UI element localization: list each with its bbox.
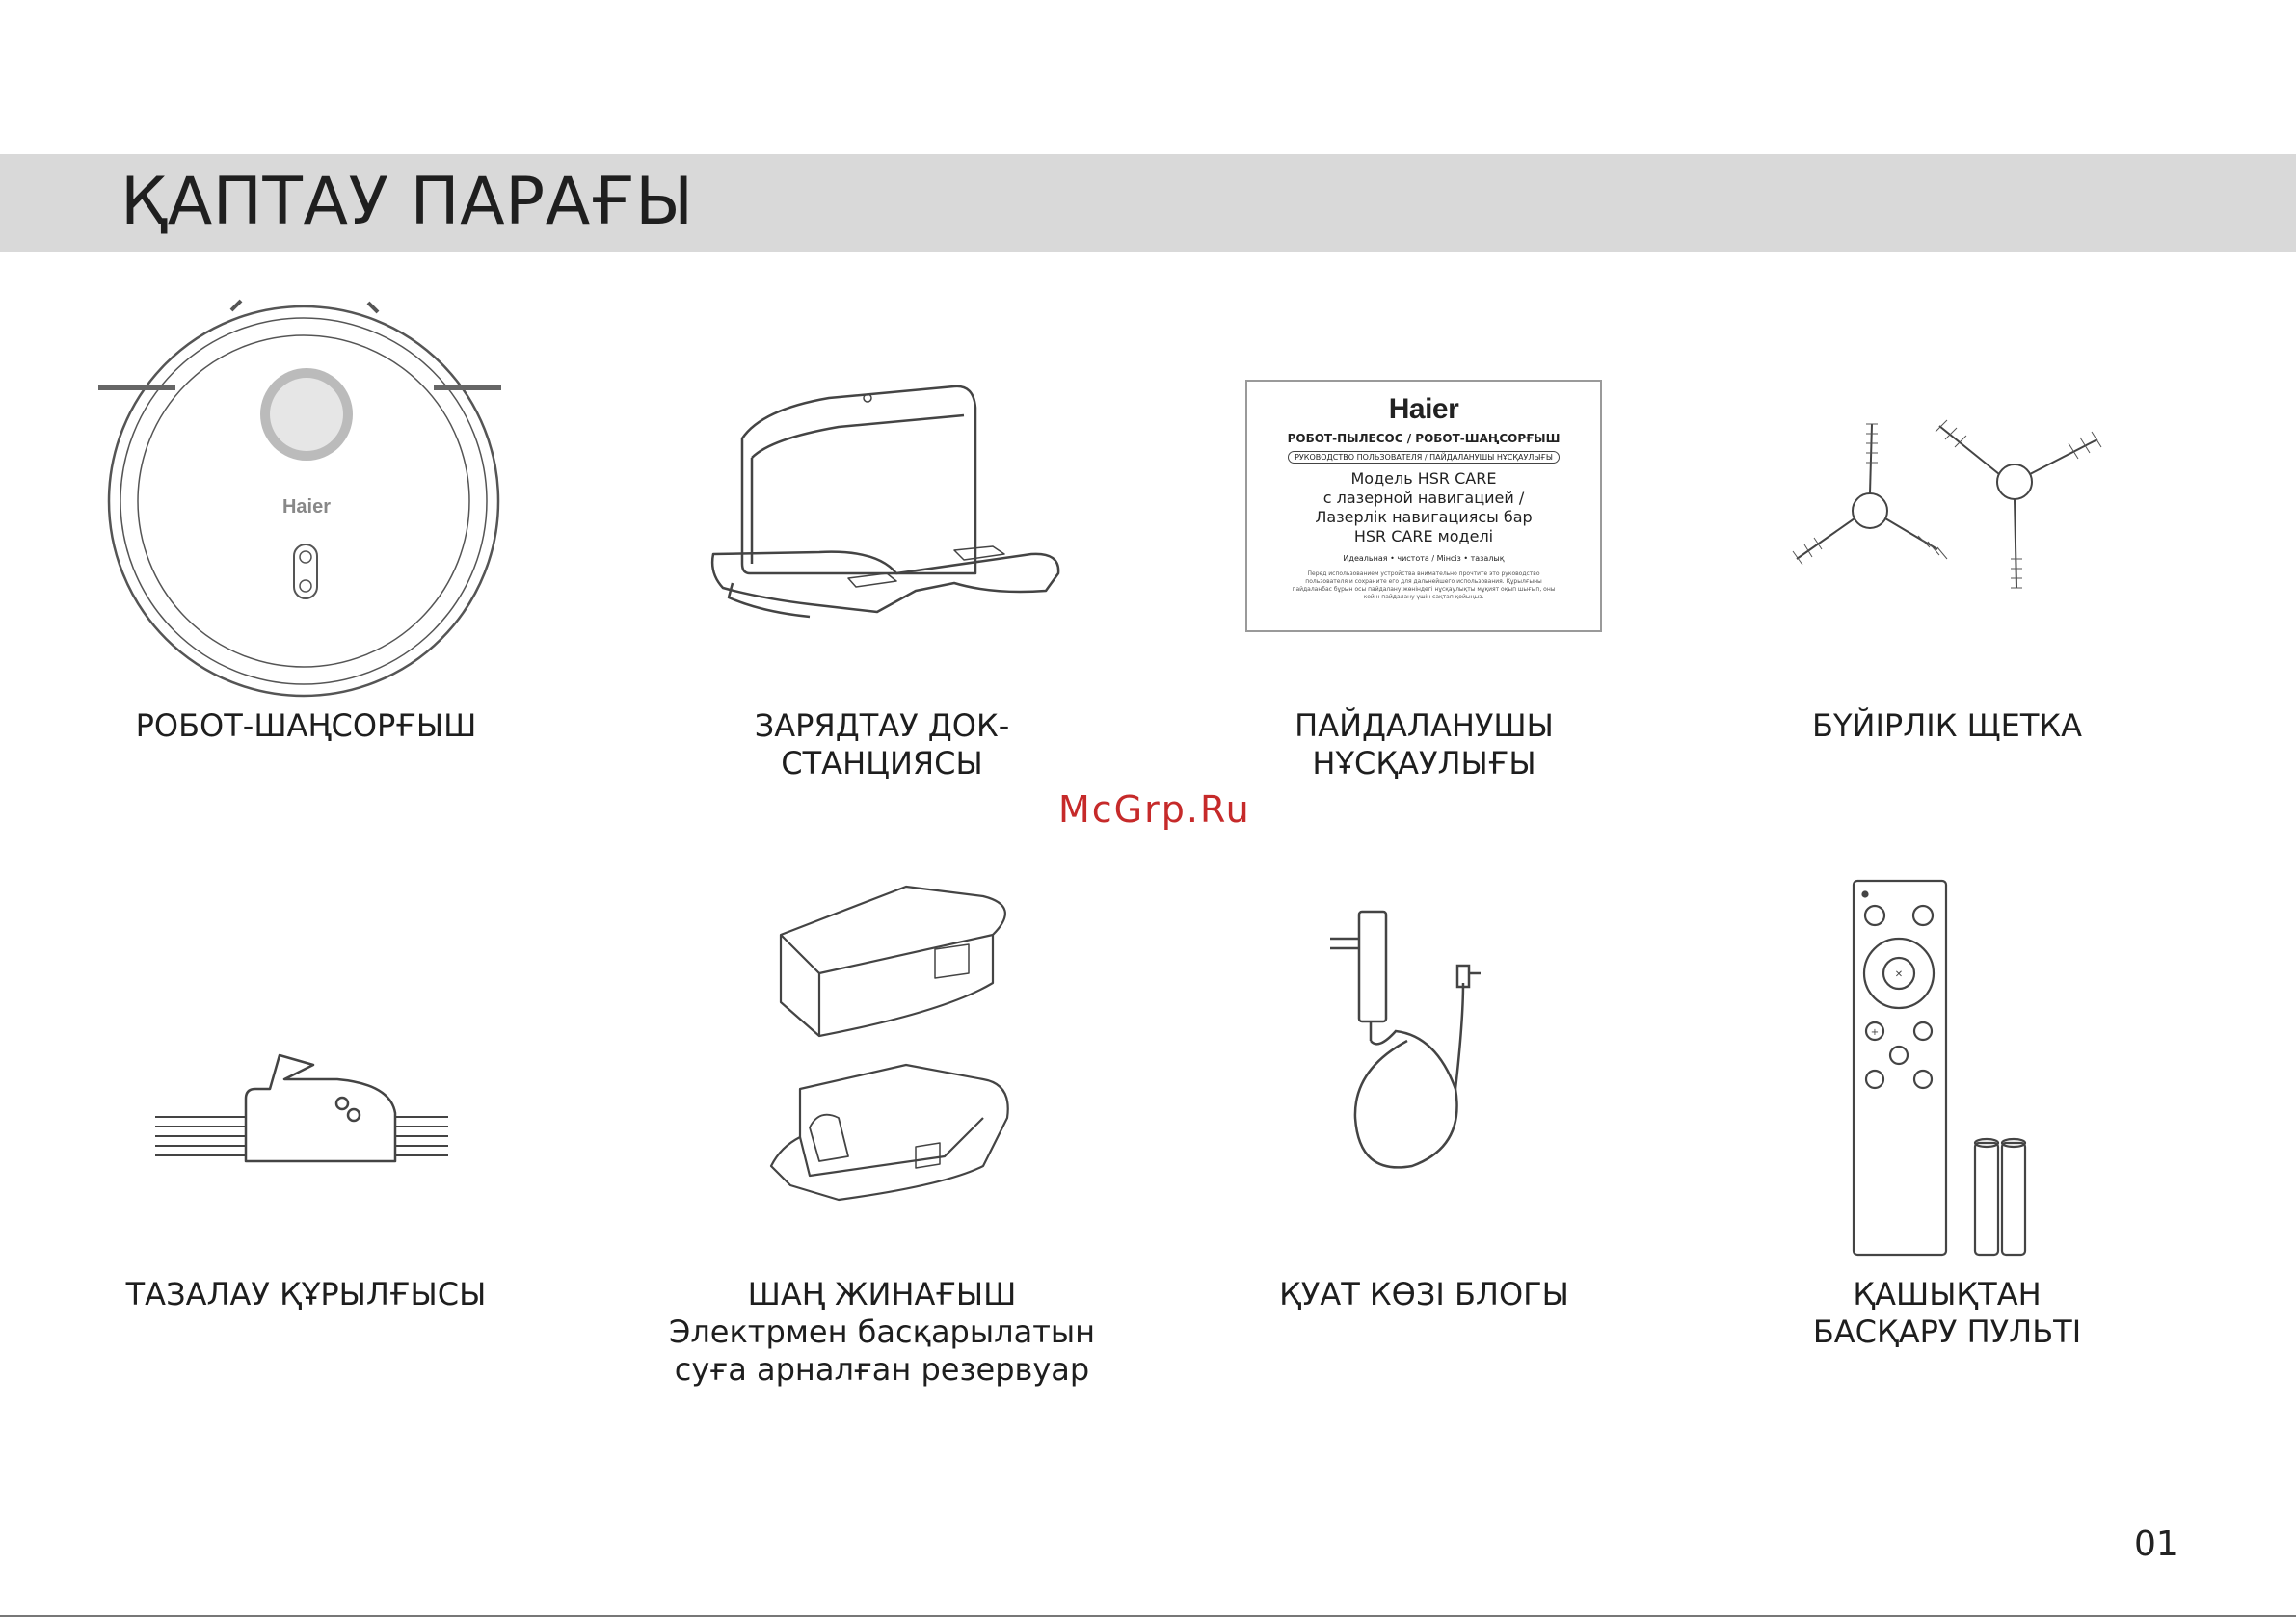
robot-vacuum-illustration (87, 289, 530, 694)
manual-model-text: Модель HSR CARE с лазерной навигацией / Лазерлік навигациясы бар HSR CARE моделі (1315, 469, 1533, 545)
remote-control-illustration (1846, 877, 2039, 1262)
bottom-rule (0, 1615, 2296, 1617)
remote-control-caption: ҚАШЫҚТАН БАСҚАРУ ПУЛЬТІ (1812, 1276, 2082, 1350)
charging-dock-illustration (704, 381, 1070, 631)
cleaning-tool-caption: ТАЗАЛАУ ҚҰРЫЛҒЫСЫ (125, 1276, 487, 1313)
side-brush-caption: БҮЙІРЛІК ЩЕТКА (1812, 707, 2082, 744)
user-manual-caption: ПАЙДАЛАНУШЫ НҰСҚАУЛЫҒЫ (1295, 707, 1554, 782)
watermark-text: McGrp.Ru (1058, 788, 1251, 831)
manual-guide-label: РУКОВОДСТВО ПОЛЬЗОВАТЕЛЯ / ПАЙДАЛАНУШЫ НҰСҚАУЛЫҒЫ (1288, 451, 1560, 464)
manual-fine-print: Перед использованием устройства внимательно прочтите это руководство пользователя и сохраните его для дальнейшего использования. Құрылғыны пайдаланбас бұрын осы пайдалану жөніндегі нұсқаулықты мұқият оқып шығып, оны кейін пайдалану үшін сақтап қойыңыз. (1292, 570, 1556, 600)
page-title: ҚАПТАУ ПАРАҒЫ (120, 164, 694, 240)
page-number: 01 (2134, 1525, 2178, 1564)
manual-tagline: Идеальная • чистота / Мінсіз • тазалық (1343, 554, 1505, 563)
svg-text:✕: ✕ (1894, 969, 1904, 980)
manual-brand-logo: Haier (1388, 393, 1459, 425)
manual-product-title: РОБОТ-ПЫЛЕСОС / РОБОТ-ШАҢСОРҒЫШ (1287, 432, 1561, 445)
power-adapter-illustration (1321, 906, 1533, 1185)
dustbin-illustration (752, 877, 1041, 1233)
dustbin-caption: ШАҢ ЖИНАҒЫШ Электрмен басқарылатын суға арналған резервуар (668, 1276, 1096, 1388)
charging-dock-caption: ЗАРЯДТАУ ДОК-СТАНЦИЯСЫ (754, 707, 1010, 782)
user-manual-cover (1245, 380, 1602, 632)
robot-vacuum-caption: РОБОТ-ШАҢСОРҒЫШ (135, 707, 477, 744)
power-adapter-caption: ҚУАТ КӨЗІ БЛОГЫ (1279, 1276, 1569, 1313)
svg-text:+: + (1870, 1027, 1880, 1038)
cleaning-tool-illustration (149, 1046, 458, 1180)
robot-brand-logo: Haier (281, 496, 332, 517)
side-brush-illustration (1774, 405, 2121, 597)
